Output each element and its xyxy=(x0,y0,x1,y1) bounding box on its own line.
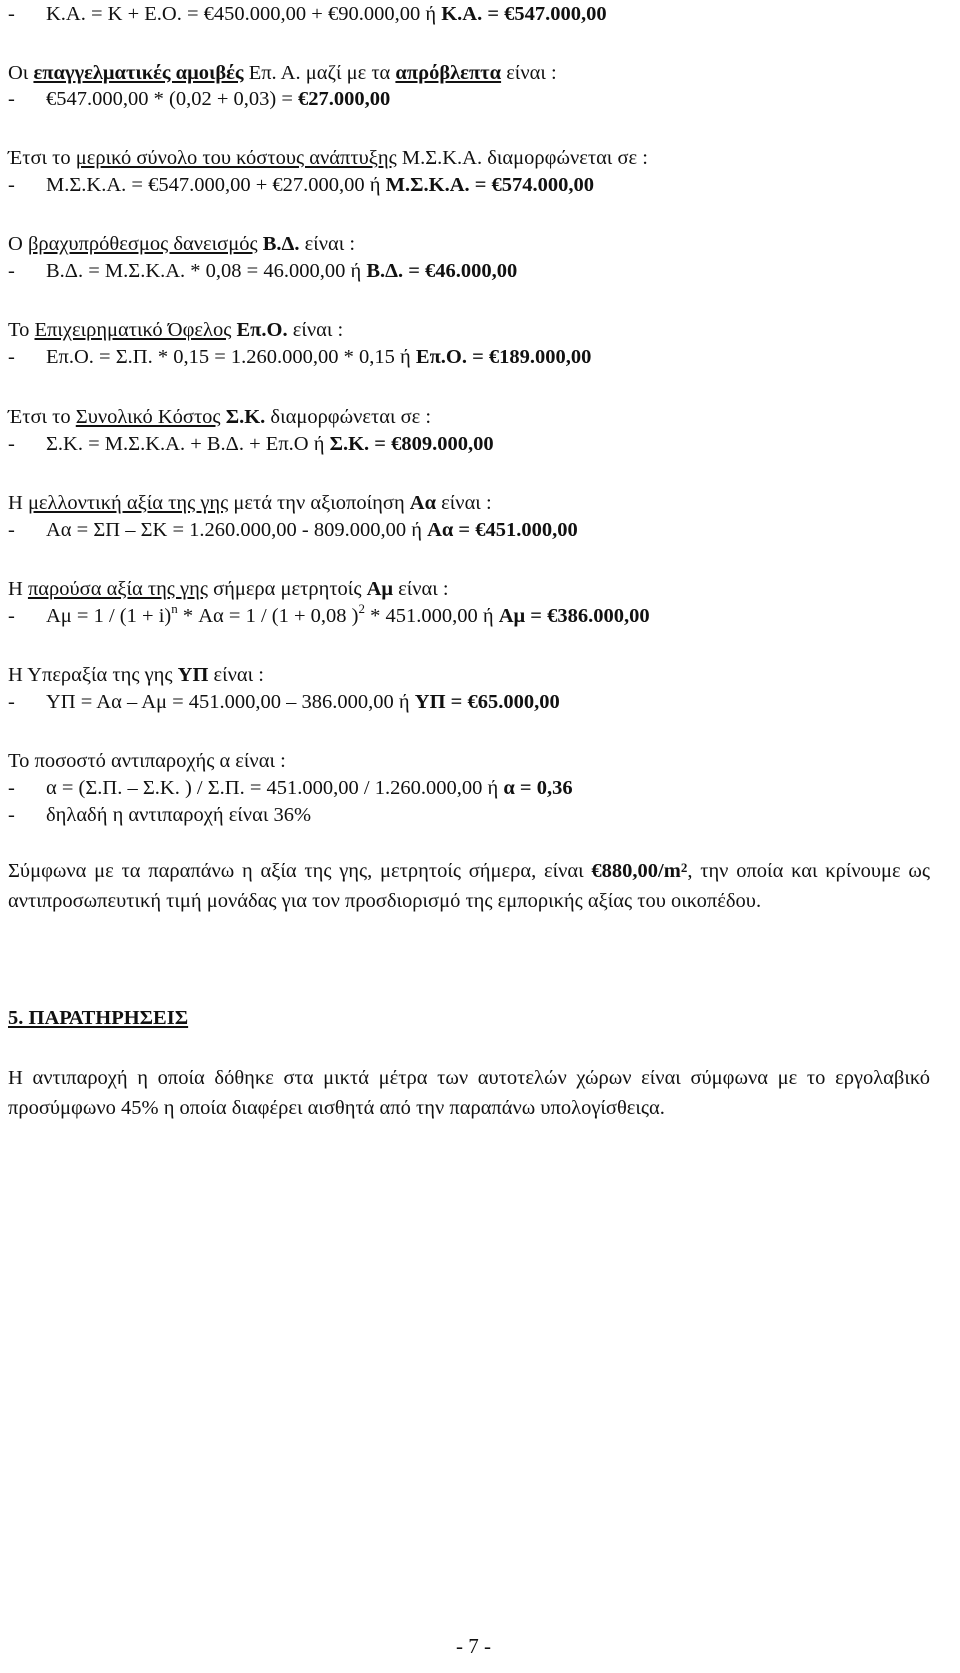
conclusion-paragraph: Σύμφωνα με τα παραπάνω η αξία της γης, μετρητοίς σήμερα, είναι $€880,00/m^2$, την οποία και κρίνουμε ως αντιπροσωπευτική τιμή μονάδας για τον προσδιορισμό της εμπορικής αξίας του οικοπέδου. xyxy=(8,860,930,912)
calc-line-fees: - €547.000,00 * (0,02 + 0,03) = €27.000,00 xyxy=(8,88,391,110)
partial-cost-heading: Έτσι το μερικό σύνολο του κόστους ανάπτυξης Μ.Σ.Κ.Α. διαμορφώνεται σε : xyxy=(8,147,648,169)
ratio-heading: Το ποσοστό αντιπαροχής α είναι : xyxy=(8,750,286,772)
calc-line-future-value: - Αα = ΣΠ – ΣΚ = 1.260.000,00 - 809.000,00 ή Αα = €451.000,00 xyxy=(8,519,578,541)
ratio-percent-line: - δηλαδή η αντιπαροχή είναι 36% xyxy=(8,804,312,826)
calc-line-profit: - Επ.Ο. = Σ.Π. * 0,15 = 1.260.000,00 * 0,15 ή Επ.Ο. = €189.000,00 xyxy=(8,346,592,368)
calc-line-ka: - Κ.Α. = Κ + Ε.Ο. = €450.000,00 + €90.000,00 ή Κ.Α. = €547.000,00 xyxy=(8,3,607,25)
surplus-heading: Η Υπεραξία της γης ΥΠ είναι : xyxy=(8,664,265,686)
present-value-heading: Η παρούσα αξία της γης σήμερα μετρητοίς Αμ είναι : xyxy=(8,578,449,600)
calc-line-ratio: - α = (Σ.Π. – Σ.Κ. ) / Σ.Π. = 451.000,00 / 1.260.000,00 ή α = 0,36 xyxy=(8,777,573,799)
fees-heading: Οι επαγγελματικές αμοιβές Επ. Α. μαζί με τα απρόβλεπτα είναι : xyxy=(8,62,557,84)
calc-line-loan: - Β.Δ. = Μ.Σ.Κ.Α. * 0,08 = 46.000,00 ή Β.Δ. = €46.000,00 xyxy=(8,260,518,282)
calc-line-surplus: - ΥΠ = Αα – Αμ = 451.000,00 – 386.000,00 ή ΥΠ = €65.000,00 xyxy=(8,691,560,713)
calc-line-mska: - Μ.Σ.Κ.Α. = €547.000,00 + €27.000,00 ή Μ.Σ.Κ.Α. = €574.000,00 xyxy=(8,174,595,196)
calc-line-present-value: - $A\mu = 1 / (1 + i)^n * A\alpha = 1 / (1 + 0,08$ )$^2$ * 451.000,00 ή Αμ = €386.000,00 xyxy=(8,601,650,627)
future-value-heading: Η μελλοντική αξία της γης μετά την αξιοποίηση Αα είναι : xyxy=(8,492,492,514)
remarks-paragraph: Η αντιπαροχή η οποία δόθηκε στα μικτά μέτρα των αυτοτελών χώρων είναι σύμφωνα με το εργολαβικό προσύμφωνο 45% η οποία διαφέρει αισθητά από την παραπάνω υπολογίσθειςα. xyxy=(8,1067,930,1119)
page-number: - 7 - xyxy=(456,1634,491,1658)
loan-heading: Ο βραχυπρόθεσμος δανεισμός Β.Δ. είναι : xyxy=(8,233,356,255)
section-heading: 5. ΠΑΡΑΤΗΡΗΣΕΙΣ xyxy=(8,1007,189,1029)
calc-line-total-cost: - Σ.Κ. = Μ.Σ.Κ.Α. + Β.Δ. + Επ.Ο ή Σ.Κ. = €809.000,00 xyxy=(8,433,494,455)
profit-heading: Το Επιχειρηματικό Όφελος Επ.Ο. είναι : xyxy=(8,319,344,341)
total-cost-heading: Έτσι το Συνολικό Κόστος Σ.Κ. διαμορφώνεται σε : xyxy=(8,406,432,428)
